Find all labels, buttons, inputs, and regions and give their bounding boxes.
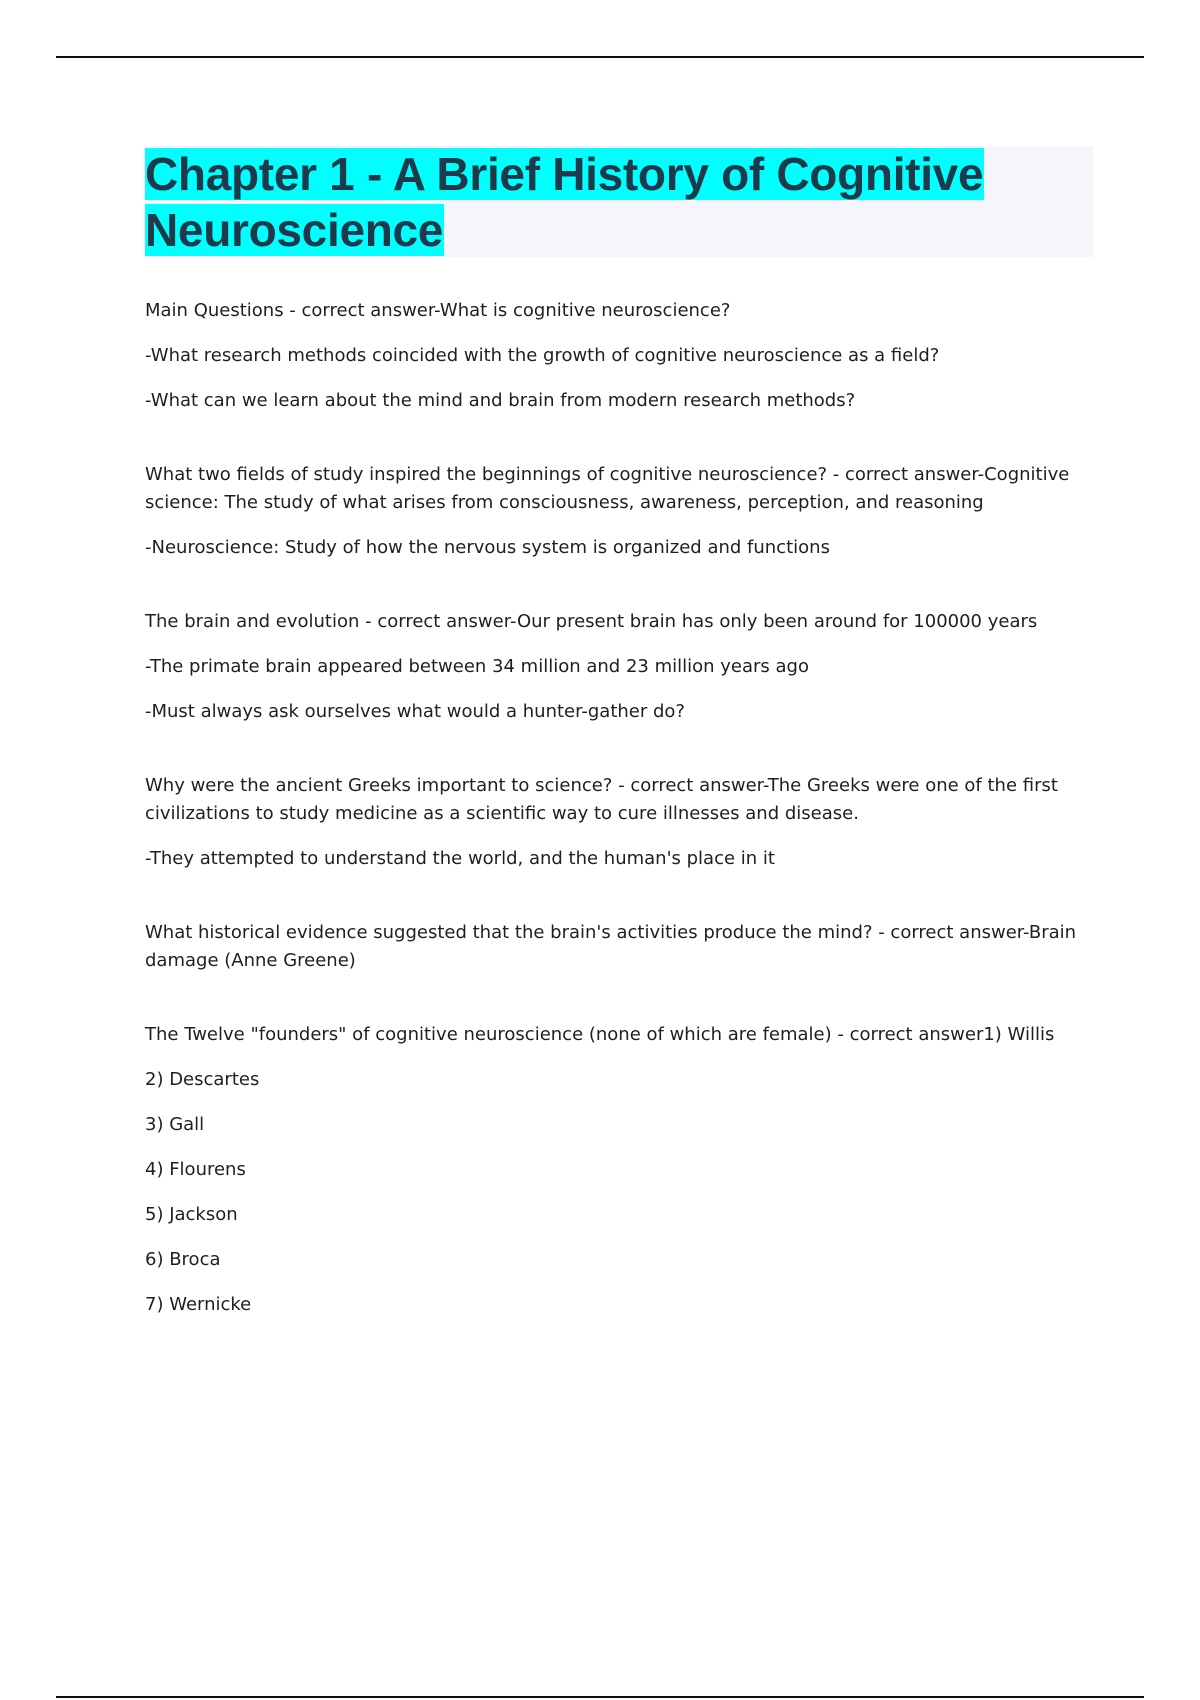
qa-block-two-fields — [145, 461, 1093, 562]
answer-lines — [145, 845, 1093, 873]
title-line-2: Neuroscience — [145, 204, 444, 256]
qa-lead: What historical evidence suggested that the brain's activities produce the mind? - correct answer-Brain damage (Anne Greene) — [145, 922, 1077, 971]
answer-line: -What can we learn about the mind and brain from modern research methods? — [145, 390, 856, 411]
bottom-rule — [56, 1696, 1144, 1698]
answer-line: 3) Gall — [145, 1114, 205, 1135]
qa-lead: What two fields of study inspired the beginnings of cognitive neuroscience? - correct answer-Cognitive science: The study of what arises from consciousness, awareness, perception, and reasoning — [145, 464, 1070, 513]
qa-block-historical-evidence — [145, 919, 1093, 975]
document-page — [145, 146, 1093, 1365]
qa-block-main-questions — [145, 297, 1093, 415]
title-highlight — [145, 148, 984, 256]
title-line-1: Chapter 1 - A Brief History of Cognitive — [145, 148, 984, 200]
title-box — [145, 146, 1093, 257]
qa-lead: Main Questions - correct answer-What is cognitive neuroscience? — [145, 300, 731, 321]
answer-line: 5) Jackson — [145, 1204, 238, 1225]
qa-lead: The brain and evolution - correct answer-Our present brain has only been around for 100000 years — [145, 611, 1038, 632]
qa-block-founders — [145, 1021, 1093, 1319]
answer-line: 7) Wernicke — [145, 1294, 252, 1315]
qa-block-brain-evolution — [145, 608, 1093, 726]
answer-line: -They attempted to understand the world, and the human's place in it — [145, 848, 775, 869]
answer-line: 4) Flourens — [145, 1159, 246, 1180]
answer-lines — [145, 1066, 1093, 1319]
qa-lead: Why were the ancient Greeks important to science? - correct answer-The Greeks were one of the first civilizations to study medicine as a scientific way to cure illnesses and disease. — [145, 775, 1058, 824]
answer-line: 2) Descartes — [145, 1069, 260, 1090]
answer-line: 6) Broca — [145, 1249, 221, 1270]
top-rule — [56, 56, 1144, 58]
answer-line: -The primate brain appeared between 34 million and 23 million years ago — [145, 656, 809, 677]
answer-lines — [145, 342, 1093, 415]
answer-line: -What research methods coincided with the growth of cognitive neuroscience as a field? — [145, 345, 940, 366]
qa-block-ancient-greeks — [145, 772, 1093, 873]
answer-lines — [145, 534, 1093, 562]
qa-lead: The Twelve "founders" of cognitive neuroscience (none of which are female) - correct answer1) Willis — [145, 1024, 1055, 1045]
qa-list — [145, 297, 1093, 1319]
document-title — [145, 146, 1093, 258]
answer-line: -Must always ask ourselves what would a hunter-gather do? — [145, 701, 685, 722]
answer-line: -Neuroscience: Study of how the nervous system is organized and functions — [145, 537, 830, 558]
answer-lines — [145, 653, 1093, 726]
